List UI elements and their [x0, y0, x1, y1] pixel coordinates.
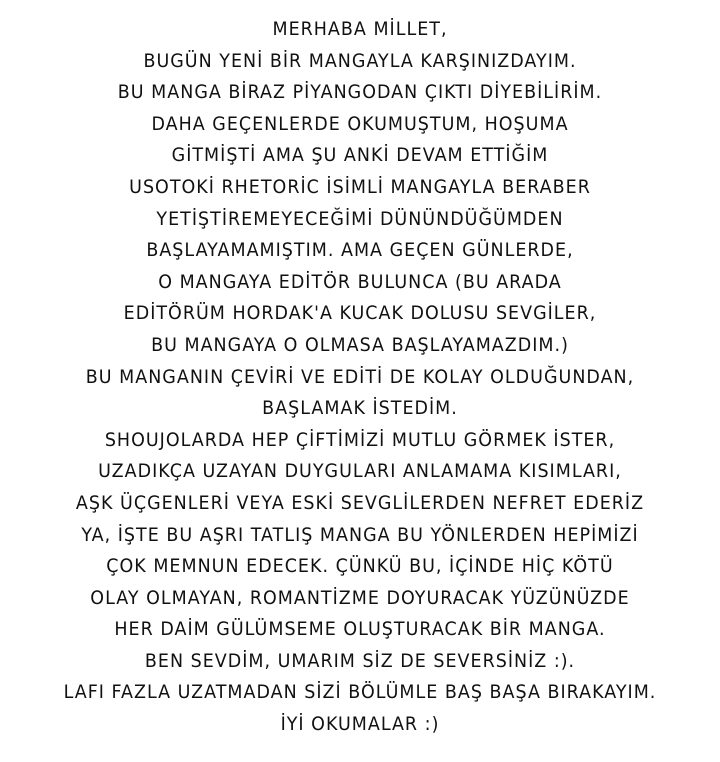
note-line: BAŞLAMAK İSTEDİM.	[262, 397, 458, 420]
note-line: BUGÜN YENİ BİR MANGAYLA KARŞINIZDAYIM.	[143, 49, 577, 72]
note-line: BU MANGAYA O OLMASA BAŞLAYAMAZDIM.)	[151, 333, 569, 356]
note-line: EDİTÖRÜM HORDAK'A KUCAK DOLUSU SEVGİLER,	[123, 302, 597, 325]
note-line: MERHABA MİLLET,	[272, 18, 448, 40]
note-line: USOTOKİ RHETORİC İSİMLİ MANGAYLA BERABER	[129, 175, 591, 198]
note-line: BU MANGANIN ÇEVİRİ VE EDİTİ DE KOLAY OLDUĞUNDAN,	[85, 365, 635, 388]
note-line: YETİŞTİREMEYECEĞİMİ DÜNÜNDÜĞÜMDEN	[156, 207, 564, 230]
translator-note	[0, 14, 720, 741]
note-line: DAHA GEÇENLERDE OKUMUŞTUM, HOŞUMA	[151, 112, 569, 135]
note-line: LAFI FAZLA UZATMADAN SİZİ BÖLÜMLE BAŞ BAŞA BIRAKAYIM.	[63, 681, 657, 704]
note-line: HER DAİM GÜLÜMSEME OLUŞTURACAK BİR MANGA.	[114, 618, 606, 641]
note-line: OLAY OLMAYAN, ROMANTİZME DOYURACAK YÜZÜNÜZDE	[90, 586, 630, 609]
note-line: BEN SEVDİM, UMARIM SİZ DE SEVERSİNİZ :).	[144, 649, 576, 672]
note-line: AŞK ÜÇGENLERİ VEYA ESKİ SEVGLİLERDEN NEFRET EDERİZ	[75, 491, 645, 514]
note-line: BU MANGA BİRAZ PİYANGODAN ÇIKTI DİYEBİLİRİM.	[117, 81, 603, 104]
note-line: ÇOK MEMNUN EDECEK. ÇÜNKÜ BU, İÇİNDE HİÇ KÖTÜ	[106, 555, 614, 578]
note-line: İYİ OKUMALAR :)	[280, 713, 440, 736]
note-line: SHOUJOLARDA HEP ÇİFTİMİZİ MUTLU GÖRMEK İSTER,	[104, 428, 616, 451]
note-line: GİTMİŞTİ AMA ŞU ANKİ DEVAM ETTİĞİM	[171, 144, 549, 167]
note-line: BAŞLAYAMAMIŞTIM. AMA GEÇEN GÜNLERDE,	[146, 239, 574, 262]
note-line: O MANGAYA EDİTÖR BULUNCA (BU ARADA	[158, 270, 562, 293]
note-line: UZADIKÇA UZAYAN DUYGULARI ANLAMAMA KISIMLARI,	[98, 460, 622, 483]
note-line: YA, İŞTE BU AŞRI TATLIŞ MANGA BU YÖNLERDEN HEPİMİZİ	[81, 523, 639, 546]
